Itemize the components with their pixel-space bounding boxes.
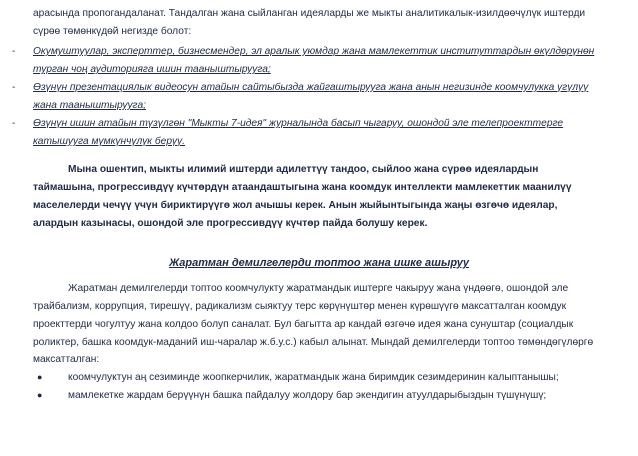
bold-paragraph-line-2: таймашына, прогрессивдүү күчтөрдүн атаандаштыгына жана коомдук интеллекти мамлекеттик маанилүү	[33, 182, 572, 193]
body-paragraph-line-3: проекттерди чогултуу жана колдоо болуп саналат. Бул багытта ар кандай өзгөчө идея жана сунуштар (социалдык	[33, 319, 574, 330]
dash-marker-2: -	[12, 82, 16, 93]
bullet-item-2: мамлекетке жардам берүүнүн башка пайдалуу жолдору бар экендигин атуулдарыбыздын түшүнүшү;	[68, 390, 547, 401]
bold-paragraph-line-4: алардын казынасы, ошондой эле прогрессивдүү күчтөр пайда болушу керек.	[33, 218, 428, 229]
intro-line-1: арасында пропогандаланат. Тандалган жана сыйланган идеяларды же мыкты аналитикалык-изилдөөчүлүк иштерди	[33, 8, 586, 19]
body-paragraph-line-1: Жаратман демилгелерди топтоо коомчулукту жаратмандык иштерге чакыруу жана үндөөгө, ошондой эле	[68, 283, 569, 294]
dash-marker-3: -	[12, 118, 16, 129]
intro-line-2: сүрөө төмөнкүдөй негизде болот:	[33, 26, 192, 37]
bullet-marker-1: ●	[37, 372, 43, 382]
bullet-marker-2: ●	[37, 390, 43, 400]
dash-item-1-line-1: Окумуштуулар, эксперттер, бизнесмендер, эл аралык уюмдар жана мамлекеттик институттардын өкүлдөрүнөн	[33, 46, 595, 57]
body-paragraph-line-2: трайбализм, коррупция, тирешүү, радикализм сыяктуу терс көрүнүштөр менен күрөшүүгө максатталган коомдук	[33, 301, 567, 312]
bold-paragraph-line-3: маселелерди чечүү үчүн бириктирүүгө жол ачышы керек. Анын жыйынтыгында жаңы өзгөчө идеялар,	[33, 200, 558, 211]
dash-item-2-line-2: жана тааныштырууга;	[33, 100, 146, 111]
bullet-item-1: коомчулуктун аң сезиминде жоопкерчилик, жаратмандык жана биримдик сезимдеринин калыптанышы;	[68, 372, 559, 383]
section-heading: Жаратман демилгелерди топтоо жана ишке ашыруу	[168, 257, 470, 269]
dash-marker-1: -	[12, 46, 16, 57]
dash-item-2-line-1: Өзүнүн презентациялык видеосун атайын сайтыбызда жайгаштырууга жана анын негизинде коомчулукка үгүлүү	[33, 82, 589, 93]
body-paragraph-line-4: роликтер, башка коомдук-маданий иш-чаралар ж.б.у.с.) кабыл алынат. Мындай демилгелерди топтоо төмөндөгүлөргө	[33, 337, 594, 348]
dash-item-1-line-2: турган чоң аудиторияга ишин тааныштырууга;	[33, 64, 271, 75]
body-paragraph-line-5: максатталган:	[33, 354, 100, 365]
dash-item-3-line-2: катышууга мүмкүнчүлүк берүү.	[33, 136, 186, 147]
bold-paragraph-line-1: Мына ошентип, мыкты илимий иштерди адилеттүү тандоо, сыйлоо жана сүрөө идеялардын	[68, 164, 539, 175]
dash-item-3-line-1: Өзүнүн ишин атайын түзүлгөн "Мыкты 7-идея" журналында басып чыгаруу, ошондой эле телепроекттерге	[33, 118, 564, 129]
